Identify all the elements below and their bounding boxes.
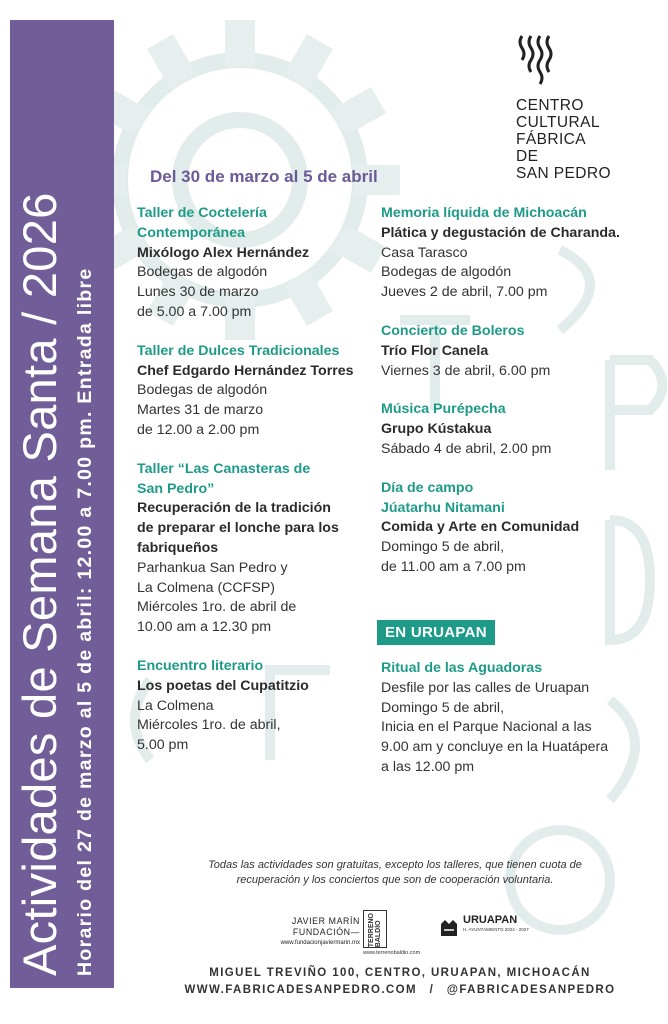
event-host: Comida y Arte en Comunidad [381,519,580,536]
footer-note [145,858,645,888]
event-detail: Jueves 2 de abril, 7.00 pm [381,284,548,301]
event-detail: a las 12.00 pm [381,758,475,775]
event-host: de preparar el lonche para los [137,520,339,537]
event-detail: Desfile por las calles de Uruapan [381,679,590,696]
event-detail: de 12.00 a 2.00 pm [137,421,260,438]
event-title: Taller “Las Canasteras de [137,460,311,477]
sidebar-subtitle: Horario del 27 de marzo al 5 de abril: 12.00 a 7.00 pm. Entrada libre [74,267,96,976]
terreno-baldio-box [363,910,387,948]
terreno-baldio-logo [363,910,433,956]
events-right-column [381,204,625,597]
event-host: Chef Edgardo Hernández Torres [137,362,354,379]
center-name-line: DE [516,148,539,165]
event-host: Recuperación de la tradición [137,500,331,517]
event-item [381,322,625,381]
event-host: Los poetas del Cupatitzio [137,677,309,694]
social-handle[interactable]: @FABRICADESANPEDRO [446,984,616,996]
sponsor-jm-sub: FUNDACIÓN— [292,927,360,937]
event-host: Grupo Kústakua [381,421,492,438]
event-title: Música Purépecha [381,401,506,418]
event-title: San Pedro” [137,480,215,497]
footer-address-block [150,965,650,999]
sidebar-rotated-text [10,20,114,988]
event-detail: Inicia en el Parque Nacional a las [381,719,592,736]
event-title: Contemporánea [137,224,245,241]
event-detail: de 11.00 am a 7.00 pm [381,558,526,575]
event-detail: Martes 31 de marzo [137,402,264,419]
sponsor-logos [250,910,650,962]
javier-marin-logo [250,916,360,949]
event-detail: Viernes 3 de abril, 6.00 pm [381,362,551,379]
event-host: Plática y degustación de Charanda. [381,224,620,241]
footer-links [150,982,650,999]
event-detail: La Colmena (CCFSP) [137,579,275,596]
center-name-line: FÁBRICA [516,131,586,148]
sponsor-tb-name: TERRENO BALDÍO [368,913,382,948]
event-detail: 10.00 am a 12.30 pm [137,619,272,636]
event-title: Concierto de Boleros [381,322,525,339]
event-title: Encuentro literario [137,657,264,674]
uruapan-event [381,659,651,778]
event-detail: Bodegas de algodón [137,264,268,281]
website-link[interactable]: WWW.FABRICADESANPEDRO.COM [184,984,417,996]
event-detail: Domingo 5 de abril, [381,699,505,716]
event-title: Ritual de las Aguadoras [381,660,543,676]
event-detail: Bodegas de algodón [381,264,512,281]
event-host: Mixólogo Alex Hernández [137,244,310,261]
event-detail: Bodegas de algodón [137,382,268,399]
event-detail: Miércoles 1ro. de abril de [137,599,297,616]
footer-address: MIGUEL TREVIÑO 100, CENTRO, URUAPAN, MICHOACÁN [209,967,591,979]
event-title: Día de campo [381,479,474,496]
center-name-line: SAN PEDRO [516,165,611,182]
event-item [381,204,625,303]
fabrica-logo-icon [516,32,556,90]
event-item [137,460,381,638]
sponsor-jm-url: www.fundacionjaviermarin.mx [280,940,360,946]
event-item [137,204,381,323]
event-item [381,479,625,578]
sidebar-banner [10,20,114,988]
event-title: Taller de Dulces Tradicionales [137,342,340,359]
footer-note-line: recuperación y los conciertos que son de cooperación voluntaria. [236,874,554,886]
center-name-line: CULTURAL [516,114,600,131]
event-item [137,657,381,756]
event-host: fabriqueños [137,539,219,556]
footer-note-line: Todas las actividades son gratuitas, excepto los talleres, que tienen cuota de [208,859,582,871]
event-title: Júatarhu Nitamani [381,499,505,516]
event-detail: La Colmena [137,697,214,714]
separator: / [429,984,435,996]
event-host: Trío Flor Canela [381,342,489,359]
uruapan-badge: EN URUAPAN [377,620,495,645]
center-name [516,97,656,182]
event-detail: Parhankua San Pedro y [137,559,288,576]
event-title: Taller de Coctelería [137,205,267,221]
event-item [381,400,625,459]
sponsor-tb-url: www.terrenobaldio.com [363,950,421,956]
center-name-line: CENTRO [516,97,584,114]
event-detail: Miércoles 1ro. de abril, [137,717,281,734]
event-detail: Lunes 30 de marzo [137,284,259,301]
event-title: Memoria líquida de Michoacán [381,205,587,221]
event-item [137,342,381,441]
event-detail: Domingo 5 de abril, [381,539,505,556]
sponsor-ur-name: URUAPAN [463,914,518,926]
event-detail: Casa Tarasco [381,244,468,261]
sponsor-jm-name: JAVIER MARÍN [291,916,360,926]
event-detail: 5.00 pm [137,737,189,754]
event-detail: 9.00 am y concluye en la Huatápera [381,739,609,756]
date-range: Del 30 de marzo al 5 de abril [150,167,378,186]
sidebar-title: Actividades de Semana Santa / 2026 [13,192,66,976]
events-left-column [137,204,381,775]
event-detail: Sábado 4 de abril, 2.00 pm [381,440,552,457]
event-detail: de 5.00 a 7.00 pm [137,303,252,320]
sponsor-ur-tag: H. AYUNTAMIENTO 2024 - 2027 [463,927,529,932]
uruapan-emblem-icon [439,916,459,938]
